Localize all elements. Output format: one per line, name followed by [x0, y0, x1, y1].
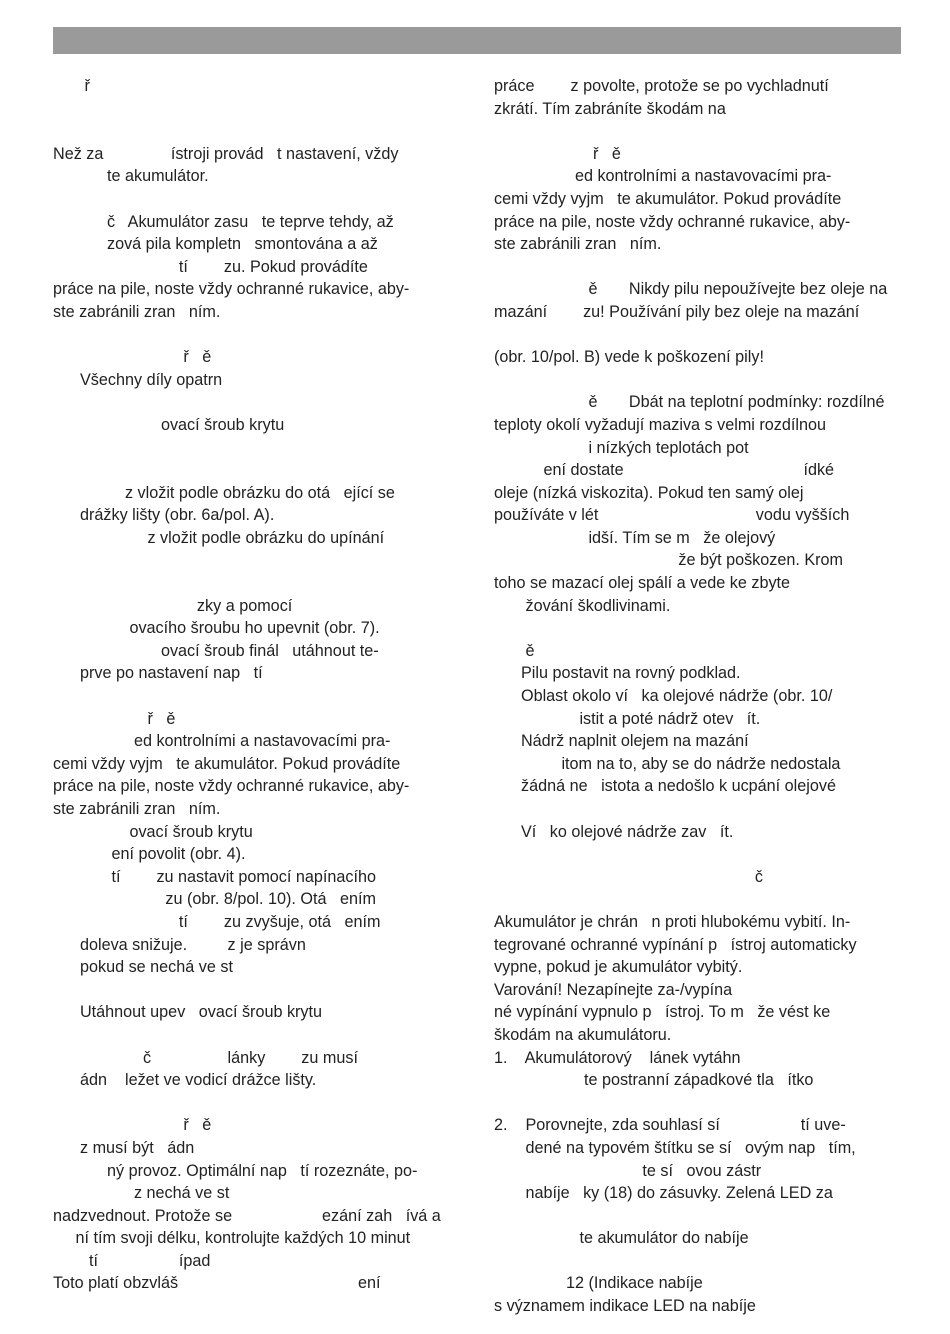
- text-line: drážky lišty (obr. 6a/pol. A).: [53, 506, 275, 525]
- text-line: [53, 549, 463, 572]
- text-line: ovacího šroubu ho upevnit (obr. 7).: [53, 619, 380, 638]
- text-line: Oblast okolo ví ka olejové nádrže (obr. 10/: [494, 687, 833, 706]
- text-line: ed kontrolními a nastavovacími pra-: [53, 732, 391, 751]
- text-line: [494, 369, 904, 392]
- text-line: č: [494, 867, 763, 886]
- text-line: te postranní západkové tla ítko: [494, 1071, 814, 1090]
- text-line: te sí ovou zástr: [494, 1161, 762, 1180]
- text-line: te akumulátor.: [53, 167, 209, 186]
- right-column: [494, 75, 904, 1318]
- text-line: tegrované ochranné vypínání p ístroj automaticky: [494, 935, 857, 954]
- text-line: zová pila kompletn smontována a až: [53, 235, 378, 254]
- text-line: oleje (nízká viskozita). Pokud ten samý olej: [494, 483, 804, 502]
- text-line: zkrátí. Tím zabráníte škodám na: [494, 99, 726, 118]
- text-line: tí zu. Pokud provádíte: [53, 257, 368, 276]
- left-column: [53, 75, 463, 1295]
- text-line: ste zabránili zran ním.: [53, 302, 221, 321]
- text-line: pokud se nechá ve st: [53, 958, 233, 977]
- text-line: ovací šroub krytu: [53, 415, 285, 434]
- text-line: [494, 1205, 904, 1228]
- text-line: nabíje ky (18) do zásuvky. Zelená LED za: [494, 1184, 833, 1203]
- text-line: [53, 685, 463, 708]
- text-line: mazání zu! Používání pily bez oleje na mazání: [494, 302, 860, 321]
- text-line: [494, 617, 904, 640]
- text-line: toho se mazací olej spálí a vede ke zbyte: [494, 574, 791, 593]
- text-line: [53, 120, 463, 143]
- text-line: itom na to, aby se do nádrže nedostala: [494, 754, 841, 773]
- text-line: Varování! Nezapínejte za-/vypína: [494, 980, 733, 999]
- text-line: [53, 1024, 463, 1047]
- text-line: Akumulátor je chrán n proti hlubokému vybití. In-: [494, 912, 851, 931]
- text-line: [53, 979, 463, 1002]
- text-line: [494, 843, 904, 866]
- text-line: Než za ístroji provád t nastavení, vždy: [53, 144, 399, 163]
- text-line: z vložit podle obrázku do otá ející se: [53, 483, 395, 502]
- text-line: ovací šroub finál utáhnout te-: [53, 641, 379, 660]
- text-line: ř ě: [494, 144, 621, 163]
- text-line: ení povolit (obr. 4).: [53, 845, 246, 864]
- text-line: z vložit podle obrázku do upínání: [53, 528, 385, 547]
- text-line: [494, 120, 904, 143]
- text-line: [494, 888, 904, 911]
- text-line: č Akumulátor zasu te teprve tehdy, až: [53, 212, 394, 231]
- text-line: doleva snižuje. z je správn: [53, 935, 306, 954]
- text-line: i nízkých teplotách pot: [494, 438, 749, 457]
- text-line: ní tím svoji délku, kontrolujte každých 10 minut: [53, 1229, 411, 1248]
- text-line: 12 (Indikace nabíje: [494, 1274, 703, 1293]
- text-line: [53, 98, 463, 121]
- text-line: Toto platí obzvláš ení: [53, 1274, 381, 1293]
- text-line: te akumulátor do nabíje: [494, 1229, 749, 1248]
- text-line: práce z povolte, protože se po vychladnutí: [494, 77, 829, 95]
- text-line: né vypínání vypnulo p ístroj. To m že vést ke: [494, 1003, 831, 1022]
- text-line: istit a poté nádrž otev ít.: [494, 709, 761, 728]
- text-line: vypne, pokud je akumulátor vybitý.: [494, 958, 743, 977]
- text-line: ř ě: [53, 1116, 212, 1135]
- text-line: ovací šroub krytu: [53, 822, 253, 841]
- text-line: s významem indikace LED na nabíje: [494, 1297, 756, 1316]
- text-line: [53, 324, 463, 347]
- text-line: Utáhnout upev ovací šroub krytu: [53, 1003, 323, 1022]
- text-line: ě Nikdy pilu nepoužívejte bez oleje na: [494, 280, 888, 299]
- text-line: teploty okolí vyžadují maziva s velmi rozdílnou: [494, 415, 826, 434]
- text-line: ádn ležet ve vodicí drážce lišty.: [53, 1071, 317, 1090]
- text-line: ě Dbát na teplotní podmínky: rozdílné: [494, 393, 885, 412]
- text-line: cemi vždy vyjm te akumulátor. Pokud provádíte: [494, 189, 842, 208]
- text-line: ř ě: [53, 348, 212, 367]
- text-line: 2. Porovnejte, zda souhlasí sí tí uve-: [494, 1116, 846, 1135]
- text-line: (obr. 10/pol. B) vede k poškození pily!: [494, 348, 764, 367]
- text-line: [494, 1092, 904, 1115]
- text-line: idší. Tím se m že olejový: [494, 528, 776, 547]
- text-line: ě: [494, 641, 535, 660]
- text-line: žádná ne istota a nedošlo k ucpání olejové: [494, 777, 836, 796]
- text-line: ení dostate ídké: [494, 461, 835, 480]
- text-line: č lánky zu musí: [53, 1048, 358, 1067]
- header-bar: [53, 27, 901, 54]
- text-line: z nechá ve st: [53, 1184, 230, 1203]
- text-line: [53, 459, 463, 482]
- text-line: ste zabránili zran ním.: [53, 800, 221, 818]
- text-line: [53, 1092, 463, 1115]
- text-line: [53, 572, 463, 595]
- text-line: ř ě: [53, 709, 176, 728]
- text-line: prve po nastavení nap tí: [53, 664, 263, 683]
- text-line: dené na typovém štítku se sí ovým nap tím,: [494, 1138, 856, 1157]
- text-line: [494, 798, 904, 821]
- text-line: ste zabránili zran ním.: [494, 235, 662, 254]
- text-line: ed kontrolními a nastavovacími pra-: [494, 167, 832, 186]
- text-line: [494, 324, 904, 347]
- text-line: používáte v lét vodu vyšších: [494, 506, 850, 525]
- text-line: cemi vždy vyjm te akumulátor. Pokud provádíte: [53, 754, 401, 773]
- text-line: Všechny díly opatrn: [53, 370, 223, 389]
- text-line: Pilu postavit na rovný podklad.: [494, 664, 741, 683]
- text-line: z musí být ádn: [53, 1138, 195, 1157]
- text-line: [53, 391, 463, 414]
- text-line: práce na pile, noste vždy ochranné rukavice, aby-: [53, 777, 410, 796]
- text-line: Nádrž naplnit olejem na mazání: [494, 732, 749, 751]
- text-line: žování škodlivinami.: [494, 596, 671, 615]
- text-line: 1. Akumulátorový lánek vytáhn: [494, 1048, 741, 1067]
- text-line: [494, 256, 904, 279]
- text-line: [53, 188, 463, 211]
- text-line: zky a pomocí: [53, 596, 293, 615]
- text-line: Ví ko olejové nádrže zav ít.: [494, 822, 734, 841]
- text-line: tí zu zvyšuje, otá ením: [53, 912, 381, 931]
- text-line: tí zu nastavit pomocí napínacího: [53, 867, 377, 886]
- text-line: že být poškozen. Krom: [494, 551, 844, 570]
- text-line: práce na pile, noste vždy ochranné rukavice, aby-: [494, 212, 851, 231]
- text-line: [494, 1250, 904, 1273]
- text-line: nadzvednout. Protože se ezání zah ívá a: [53, 1206, 441, 1225]
- text-line: ř: [53, 77, 90, 95]
- text-line: [53, 437, 463, 460]
- text-line: tí ípad: [53, 1251, 211, 1270]
- text-line: škodám na akumulátoru.: [494, 1025, 672, 1044]
- text-line: ný provoz. Optimální nap tí rozeznáte, po-: [53, 1161, 418, 1180]
- text-line: zu (obr. 8/pol. 10). Otá ením: [53, 890, 376, 909]
- text-line: práce na pile, noste vždy ochranné rukavice, aby-: [53, 280, 410, 299]
